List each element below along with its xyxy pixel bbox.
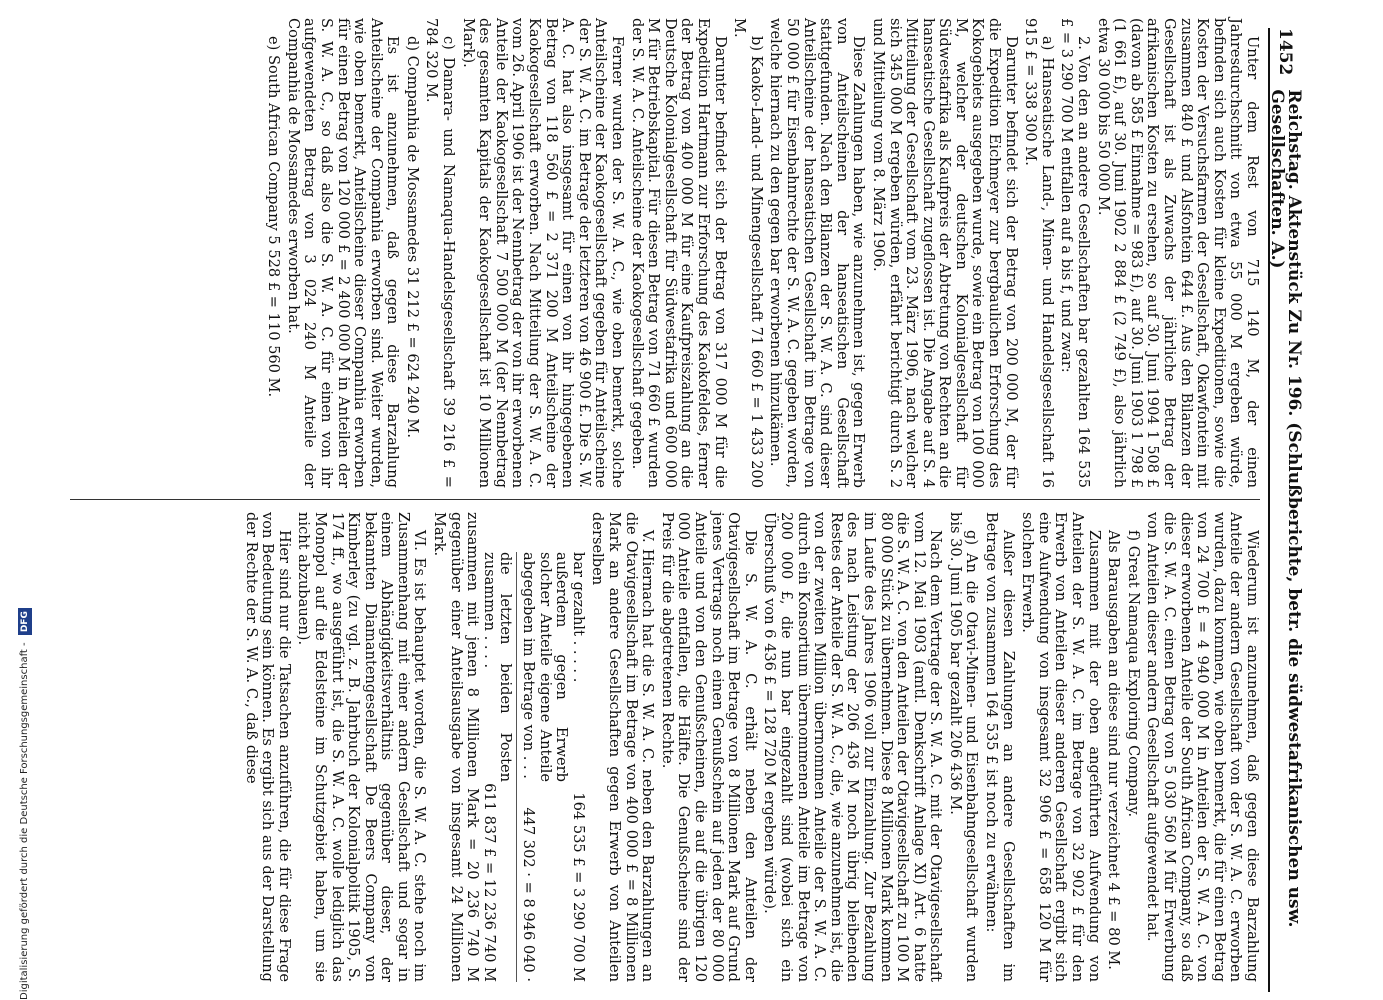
paragraph: Zusammen mit der oben angeführten Aufwendung von Anteilen der S. W. A. C. im Betrage von 32 902 £ für den Erwerb von Anteilen dieser anderen Gesellschaft ergibt sich eine Aufwendung von insgesamt 32 906 £ = 658 120 M für solchen Erwerb. [1019,512,1103,982]
paragraph: a) Hanseatische Land-, Minen- und Handelsgesellschaft 16 915 £ = 338 300 M. [1022,18,1056,488]
paragraph: d) Companhia de Mossamedes 31 212 £ = 624 240 M. [403,36,421,438]
paragraph: Es ist anzunehmen, daß gegen diese Barzahlung Anteilscheine der Companhia erworben sind. Weiter wurden, wie oben bemerkt, Anteilscheine dieser Companhia erworben für einen Betrag von 120 000 £ = 2 400 000 M in Anteilen der S. W. A. C., so daß also die S. W. A. C. für einen von ihr aufgewendeten Betrag von 3 024 240 M Anteile der Companhia de Mossamedes erworben hat. [284,18,402,488]
paragraph: Nach dem Vertrage der S. W. A. C. mit der Otavigesellschaft vom 12. Mai 1903 (amtl. Denkschrift Anlage XI) Art. 6 hatte die S. W. A. C. von den Anteilen der Otavigesellschaft zu 100 M 80 000 Stück zu übernehmen. Diese 8 Millionen Mark kommen im Laufe des Jahres 1906 voll zur Einzahlung. Zur Bezahlung des nach Leistung der 206 436 M noch übrig bleibenden Restes der Anteile der S. W. A. C., die, wie anzunehmen ist, die von der zweiten Million übernommen Anteile der S. W. A. C. durch ein Konsortium übernommenen Anteile im Betrage von 200 000 £, die nun bar eingezahlt sind (wobei sich ein Überschuß von 6 436 £ = 128 720 M ergeben würde). [761,512,945,982]
right-column [60,512,1260,982]
paragraph: Hier sind nur die Tatsachen anzuführen, die für diese Frage von Bedeutung sein können. Es ergibt sich aus der Darstellung der Rechte der S. W. A. C., daß diese [242,512,293,982]
paragraph: 2. Von den an andere Gesellschaften bar gezahlten 164 535 £ = 3 290 700 M entfallen auf a bis f, und zwar: [1058,18,1093,488]
paragraph: f) Great Namaqua Exploring Company. [1124,530,1142,818]
paragraph: Wiederum ist anzunehmen, daß gegen diese Barzahlung Anteile der andern Gesellschaft von der S. W. A. C. erworben wurden, dazu kommen, wie oben bemerkt, die für einen Betrag von 24 700 £ = 4 940 000 M in Anteilen der S. W. A. C. von dieser erworbenen Anteile der South African Company, so daß die S. W. A. C. einen Betrag von 5 030 560 M für Erwerbung von Anteilen dieser andern Gesellschaft aufgewendet hat. [1144,512,1261,982]
dfg-logo: DFG [18,608,32,635]
paragraph: Die S. W. A. C. erhält neben den Anteilen der Otavigesellschaft im Betrage von 8 Millionen Mark auf Grund jenes Vertrags noch einen Genußschein auf jeden der 80 000 Anteile und von den Genußscheinen, die auf die übrigen 120 000 Anteile entfallen, die Hälfte. Die Genußscheine sind der Preis für die abgetretenen Rechte. [658,512,759,982]
paragraph: b) Kaoko-Land- und Minengesellschaft 71 660 £ = 1 433 200 M. [731,18,765,488]
summary-label: außerdem gegen Erwerb solcher Anteile eigene Anteile abgegeben im Betrage von . . . [520,552,571,782]
paragraph: Diese Zahlungen haben, wie anzunehmen ist, gegen Erwerb von Anteilscheinen der hanseatischen Gesellschaft stattgefunden. Nach den Bilanzen der S. W. A. C. sind dieser Anteilscheine der hanseatischen Gesellschaft im Betrage von 50 000 £ für Eisenbahnrechte der S. W. A. C. gegeben worden, welche hiernach zu den gegen bar erworbenen hinzukämen. [767,18,868,488]
left-column [60,18,1260,488]
digitization-credit [18,0,32,1000]
summary-table [480,512,586,982]
paragraph: VI. Es ist behauptet worden, die S. W. A. C. stehe noch im Zusammenhang mit einer andern Gesellschaft und sogar in einem Abhängigkeitsverhältnis gegenüber dieser, der bekannten Diamantengesellschaft De Beers Company von Kimberley (zu vgl. z. B. Jahrbuch der Kolonialpolitik 1905, S. 174 ff., wo ausgeführt ist, die S. W. A. C. wolle lediglich das Monopol auf die Edelsteine im Schutzgebiet haben, um sie nicht abzubauen). [295,512,429,982]
page-title: Reichstag. Aktenstück Zu Nr. 196. (Schlußberichte, betr. die südwestafrikanischen usw. Gesellschaften. A.) [1267,89,1304,928]
summary-rule [516,552,517,982]
summary-value: 164 535 £ = 3 290 700 M [569,792,587,982]
summary-label: bar gezahlt . . . . . [569,552,587,683]
paragraph: Als Barausgaben an diese sind nur verzeichnet 4 £ = 80 M. [1105,530,1123,970]
paragraph: Unter dem Rest von 715 140 M, der einen Jahresdurchschnitt von etwa 55 000 M ergeben würde, befinden sich auch Kosten für kleine Expeditionen, sowie die Kosten der Versuchsfarmen der Gesellschaft, Okawfontein mit zusammen 840 £ und Alsfontein 644 £. Aus den Bilanzen der Gesellschaft ist als Zuwachs der jährliche Betrag der afrikanischen Kosten zu ersehen, so auf 30. Juni 1904 1 508 £ (davon ab 585 £ Einnahme = 983 £), auf 30. Juni 1903 1 798 £ (1 661 £), auf 30. Juni 1902 2 884 £ (2 749 £), also jährlich etwa 30 000 bis 50 000 M. [1094,18,1261,488]
summary-label: die letzten beiden Posten zusammen . . . . [480,552,515,782]
summary-value: 611 837 £ = 12 236 740 M [480,783,498,982]
paragraph: Außer diesen Zahlungen an andere Gesellschaften im Betrage von zusammen 164 535 £ ist noch zu erwähnen: [983,512,1017,982]
summary-row [519,552,569,982]
paragraph: zusammen mit jenen 8 Millionen Mark = 20 236 740 M gegenüber einer Anteilsausgabe von insgesamt 24 Millionen Mark. [431,512,482,982]
summary-row [569,552,586,982]
page-header [1267,28,1304,992]
column-divider [70,499,1260,500]
paragraph: V. Hiernach hat die S. W. A. C. neben den Barzahlungen an die Otavigesellschaft im Betrage von 400 000 £ = 8 Millionen Mark an andere Gesellschaften gegen Erwerb von Anteilen derselben [589,512,657,982]
paragraph: g) An die Otavi-Minen- und Eisenbahngesellschaft wurden bis 30. Juni 1905 bar gezahlt 206 436 M. [946,512,981,982]
paragraph: Darunter befindet sich der Betrag von 317 000 M für die Expedition Hartmann zur Erforschung des Kaokofeldes, ferner der Betrag von 400 000 M für eine Kaufpreiszahlung an die Deutsche Kolonialgesellschaft für Südwestafrika und 600 000 M für Betriebskapital. Für diesen Betrag von 71 660 £ wurden der S. W. A. C. Anteilscheine der Kaokogesellschaft gegeben. [628,18,729,488]
rotated-page [60,0,1304,1000]
credit-text: Digitalisierung gefördert durch die Deutsche Forschungsgemeinschaft - [19,642,30,1000]
summary-row [480,552,513,982]
paragraph: Darunter befindet sich der Betrag von 200 000 M, der für die Expedition Eichmeyer zur bergbaulichen Erforschung des Kokogebiets ausgegeben wurde, sowie ein Betrag von 100 000 M, welcher der deutschen Kolonialgesellschaft für Südwestafrika als Kaufpreis der Abtretung von Rechten an die hanseatische Gesellschaft zugeflossen ist. Die Angabe auf S. 4 Mitteilung der Gesellschaft vom 23. März 1906, nach welcher sich 345 000 M ergeben würden, erfährt berichtigt durch S. 2 und Mitteilung vom 8. März 1906. [869,18,1020,488]
paragraph: Ferner wurden der S. W. A. C., wie oben bemerkt, solche Anteilscheine der Kaokogesellschaft gegeben für Anteilscheine der S. W. A. C. im Betrage der letzteren von 46 900 £. Die S. W. A. C. hat also insgesamt für einen von ihr hingegebenen Betrag von 118 560 £ = 2 371 200 M Anteilscheine der Kaokogesellschaft erworben. Nach Mitteilung der S. W. A. C. vom 26. April 1906 ist der Nennbetrag der von ihr erworbenen Anteile der Kaokogesellschaft 7 500 000 M (der Nennbetrag des gesamten Kapitals der Kaokogesellschaft ist 10 Millionen Mark). [459,18,627,488]
summary-value: 447 302 · = 8 946 040 · [520,807,538,982]
paragraph: c) Damara- und Namaqua-Handelsgesellschaft 39 216 £ = 784 320 M. [423,18,458,488]
paragraph: e) South African Company 5 528 £ = 110 560 M. [265,36,283,398]
page-number: 1452 [1275,28,1296,76]
